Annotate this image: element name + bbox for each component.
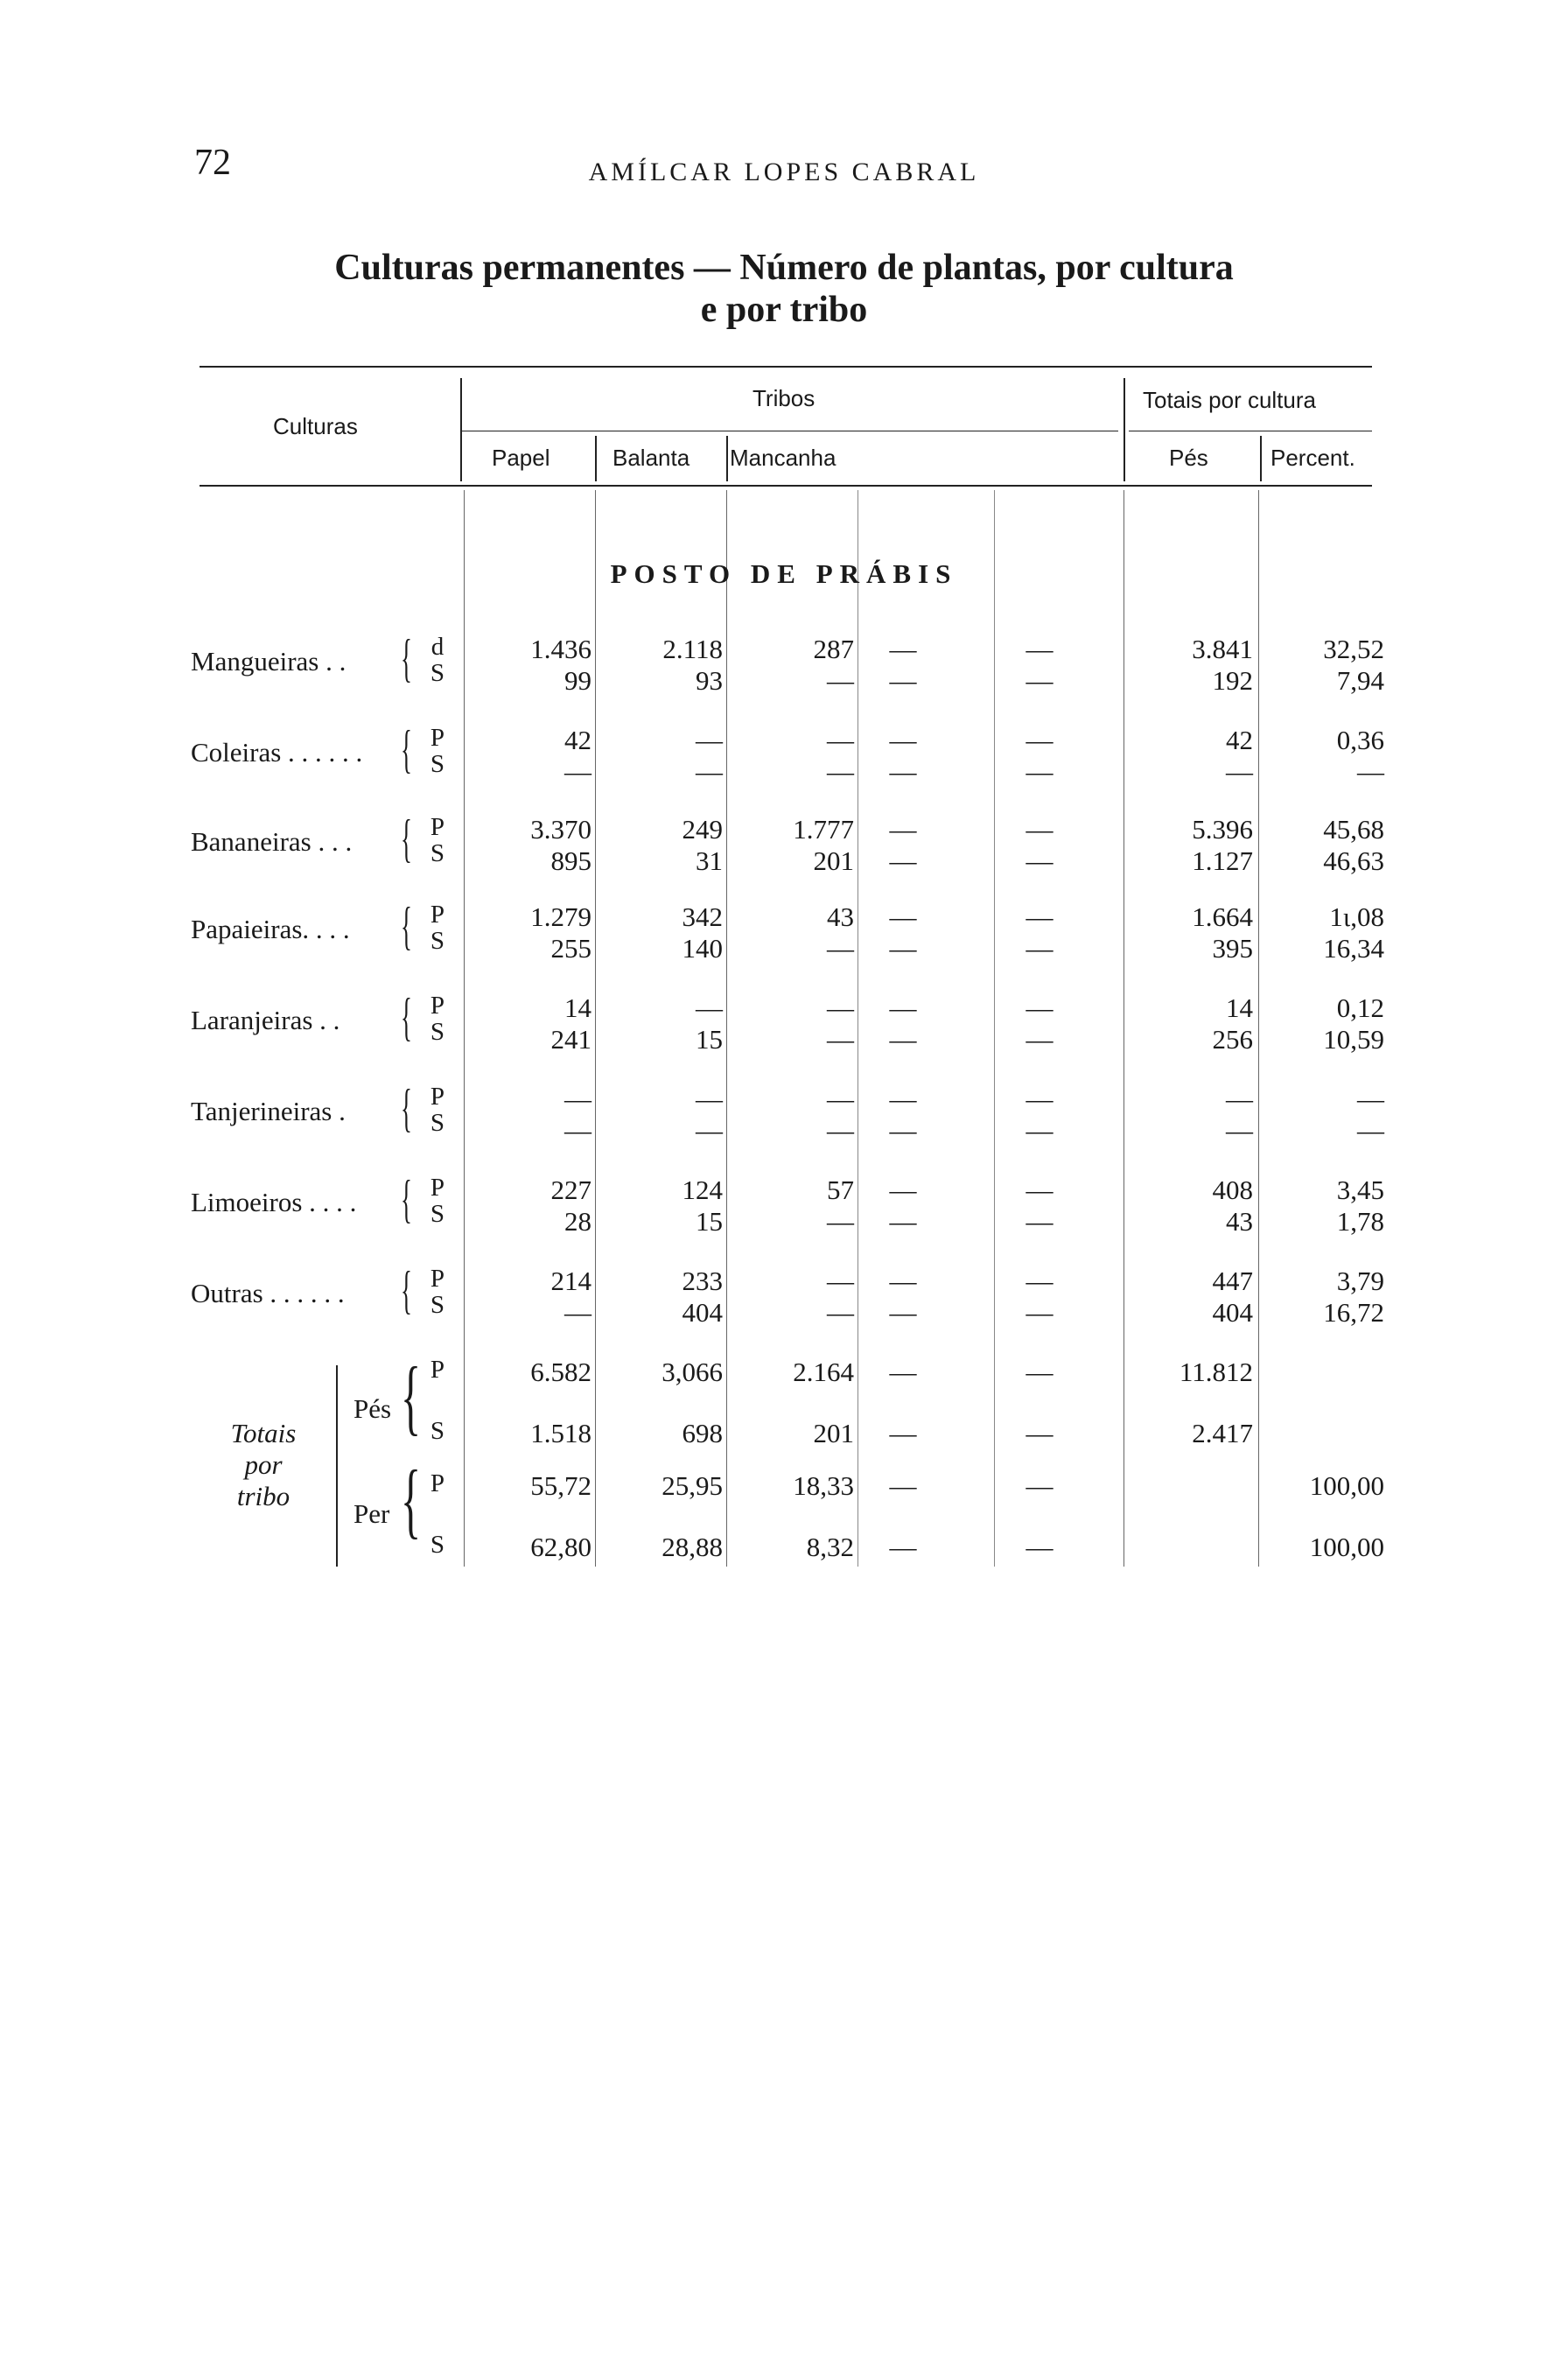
cell-pes: —	[1226, 1115, 1253, 1146]
cell-empty-1: —	[889, 1174, 917, 1205]
cell-balanta: 124	[682, 1174, 723, 1205]
header-divider-4	[726, 436, 728, 481]
totals-key: P	[430, 1356, 445, 1384]
cell-pct: 16,34	[1323, 933, 1384, 964]
totals-cell-papel: 62,80	[530, 1532, 592, 1562]
cell-empty-1: —	[889, 1206, 917, 1237]
cell-empty-1: —	[889, 725, 917, 755]
totals-label-3: tribo	[236, 1481, 290, 1511]
totals-cell-papel: 6.582	[530, 1357, 592, 1387]
header-percent: Percent.	[1270, 445, 1355, 471]
cell-pct: 3,79	[1336, 1266, 1384, 1296]
header-tribos: Tribos	[752, 385, 816, 411]
cell-papel: 1.436	[530, 634, 592, 664]
row-brace: {	[401, 1079, 412, 1137]
cell-pes: 447	[1212, 1266, 1253, 1296]
cell-empty-2: —	[1026, 1297, 1054, 1328]
totals-cell-pct: 100,00	[1309, 1470, 1384, 1501]
row-label: Outras . . . . . .	[191, 1278, 345, 1308]
header-pes: Pés	[1169, 445, 1208, 471]
cell-pct: 1ι,08	[1329, 901, 1384, 932]
cell-balanta: 31	[696, 845, 723, 876]
totals-empty-1: —	[889, 1470, 917, 1501]
cell-balanta: 233	[682, 1266, 723, 1296]
cell-empty-2: —	[1026, 756, 1054, 787]
cell-mancanha: —	[827, 1206, 854, 1237]
cell-pes: 42	[1226, 725, 1253, 755]
row-label: Mangueiras . .	[191, 646, 346, 677]
cell-papel: 214	[550, 1266, 592, 1296]
header-divider-3	[595, 436, 597, 481]
cell-balanta: 342	[682, 901, 723, 932]
cell-papel: 227	[550, 1174, 592, 1205]
cell-pct: 0,36	[1336, 725, 1384, 755]
cell-pct: 16,72	[1323, 1297, 1384, 1328]
row-brace: {	[401, 1170, 412, 1228]
row-key-k2: S	[430, 927, 445, 955]
cell-pes: 395	[1212, 933, 1253, 964]
cell-mancanha: 57	[827, 1174, 854, 1205]
row-key-k1: P	[430, 1265, 445, 1293]
row-brace: {	[401, 988, 412, 1046]
totals-empty-1: —	[889, 1357, 917, 1387]
cell-pes: 404	[1212, 1297, 1253, 1328]
cell-pes: —	[1226, 756, 1253, 787]
cell-mancanha: —	[827, 1297, 854, 1328]
cell-balanta: 93	[696, 665, 723, 696]
cell-pes: 3.841	[1192, 634, 1253, 664]
cell-papel: —	[564, 756, 592, 787]
totals-cell-balanta: 3,066	[662, 1357, 723, 1387]
totals-cell-pes: 2.417	[1192, 1418, 1253, 1448]
cell-mancanha: —	[827, 1024, 854, 1055]
table-title	[0, 247, 1568, 331]
cell-mancanha: —	[827, 665, 854, 696]
cell-papel: 241	[550, 1024, 592, 1055]
cell-pct: 7,94	[1336, 665, 1384, 696]
col-rule-empty-2	[994, 490, 995, 1567]
cell-pes: 1.664	[1192, 901, 1253, 932]
cell-balanta: 249	[682, 814, 723, 845]
title-line-1: Culturas permanentes — Número de plantas, por cultura	[334, 248, 1234, 288]
cell-empty-1: —	[889, 992, 917, 1023]
cell-pct: 1,78	[1336, 1206, 1384, 1237]
cell-papel: 3.370	[530, 814, 592, 845]
totals-per-brace: {	[401, 1453, 422, 1546]
cell-pes: 43	[1226, 1206, 1253, 1237]
cell-papel: 255	[550, 933, 592, 964]
cell-empty-2: —	[1026, 814, 1054, 845]
row-key-k1: P	[430, 813, 445, 841]
row-label: Limoeiros . . . .	[191, 1187, 357, 1217]
cell-pct: —	[1357, 756, 1384, 787]
cell-mancanha: —	[827, 756, 854, 787]
row-label: Laranjeiras . .	[191, 1005, 340, 1035]
cell-mancanha: 43	[827, 901, 854, 932]
title-line-2: e por tribo	[700, 290, 868, 330]
cell-pes: 5.396	[1192, 814, 1253, 845]
cell-balanta: 15	[696, 1024, 723, 1055]
cell-balanta: 404	[682, 1297, 723, 1328]
cell-mancanha: 1.777	[793, 814, 854, 845]
cell-empty-2: —	[1026, 665, 1054, 696]
row-brace: {	[401, 720, 412, 778]
running-head: AMÍLCAR LOPES CABRAL	[588, 158, 980, 186]
totals-pes-label: Pés	[354, 1393, 392, 1424]
cell-empty-1: —	[889, 933, 917, 964]
cell-empty-2: —	[1026, 901, 1054, 932]
totals-key: S	[430, 1417, 445, 1445]
cell-empty-1: —	[889, 1115, 917, 1146]
totals-cell-pes: 11.812	[1179, 1357, 1253, 1387]
cell-pes: —	[1226, 1083, 1253, 1114]
cell-pct: 46,63	[1323, 845, 1384, 876]
cell-empty-2: —	[1026, 845, 1054, 876]
cell-mancanha: —	[827, 725, 854, 755]
cell-empty-2: —	[1026, 933, 1054, 964]
cell-mancanha: —	[827, 992, 854, 1023]
header-bottom-rule	[200, 485, 1372, 487]
cell-balanta: —	[696, 1115, 723, 1146]
cell-papel: 895	[550, 845, 592, 876]
cell-empty-2: —	[1026, 1024, 1054, 1055]
cell-pes: 256	[1212, 1024, 1253, 1055]
row-key-k1: P	[430, 724, 445, 752]
cell-papel: 42	[564, 725, 592, 755]
row-key-k2: S	[430, 1018, 445, 1046]
row-key-k2: S	[430, 839, 445, 867]
totals-empty-1: —	[889, 1532, 917, 1562]
cell-pct: 3,45	[1336, 1174, 1384, 1205]
cell-empty-1: —	[889, 845, 917, 876]
cell-empty-2: —	[1026, 992, 1054, 1023]
cell-balanta: —	[696, 756, 723, 787]
cell-empty-1: —	[889, 1266, 917, 1296]
cell-papel: 28	[564, 1206, 592, 1237]
cell-empty-1: —	[889, 1083, 917, 1114]
totals-cell-balanta: 28,88	[662, 1532, 723, 1562]
row-key-k2: S	[430, 1200, 445, 1228]
cell-papel: —	[564, 1083, 592, 1114]
col-rule-mancanha	[726, 490, 727, 1567]
cell-balanta: 140	[682, 933, 723, 964]
totals-cell-balanta: 25,95	[662, 1470, 723, 1501]
cell-empty-1: —	[889, 634, 917, 664]
row-label: Papaieiras. . . .	[191, 914, 350, 944]
header-divider-1	[460, 378, 462, 481]
cell-balanta: 15	[696, 1206, 723, 1237]
totals-pes-brace: {	[401, 1350, 422, 1443]
row-key-k2: S	[430, 659, 445, 687]
totals-label-2: por	[244, 1449, 283, 1480]
header-divider-5	[1260, 436, 1262, 481]
row-brace: {	[401, 897, 412, 955]
header-mancanha: Mancanha	[730, 445, 836, 471]
cell-pes: 408	[1212, 1174, 1253, 1205]
col-rule-pes	[1258, 490, 1259, 1567]
header-culturas: Culturas	[273, 413, 358, 439]
cell-empty-1: —	[889, 756, 917, 787]
cell-empty-1: —	[889, 1297, 917, 1328]
page-number: 72	[194, 143, 231, 183]
cell-empty-1: —	[889, 665, 917, 696]
totals-cell-mancanha: 2.164	[793, 1357, 854, 1387]
totals-key: P	[430, 1469, 445, 1497]
header-divider-2	[1124, 378, 1125, 481]
cell-empty-1: —	[889, 814, 917, 845]
header-papel: Papel	[492, 445, 550, 471]
cell-pes: 14	[1226, 992, 1253, 1023]
totals-cell-mancanha: 8,32	[806, 1532, 854, 1562]
totals-empty-2: —	[1026, 1532, 1054, 1562]
totals-cell-papel: 55,72	[530, 1470, 592, 1501]
row-key-k1: d	[430, 633, 444, 661]
totals-per-label: Per	[354, 1498, 390, 1529]
header-totais: Totais por cultura	[1143, 387, 1316, 413]
row-key-k1: P	[430, 1083, 445, 1111]
totals-cell-mancanha: 18,33	[793, 1470, 854, 1501]
cell-mancanha: —	[827, 1266, 854, 1296]
cell-empty-2: —	[1026, 634, 1054, 664]
header-top-rule	[200, 366, 1372, 368]
cell-empty-2: —	[1026, 1206, 1054, 1237]
cell-papel: 14	[564, 992, 592, 1023]
cell-mancanha: 201	[813, 845, 854, 876]
row-brace: {	[401, 629, 412, 687]
section-heading: POSTO DE PRÁBIS	[610, 558, 958, 589]
totals-cell-balanta: 698	[682, 1418, 723, 1448]
cell-mancanha: —	[827, 933, 854, 964]
row-key-k2: S	[430, 750, 445, 778]
totals-empty-1: —	[889, 1418, 917, 1448]
cell-balanta: —	[696, 992, 723, 1023]
cell-mancanha: —	[827, 1115, 854, 1146]
cell-pct: —	[1357, 1083, 1384, 1114]
row-label: Bananeiras . . .	[191, 826, 353, 857]
cell-balanta: —	[696, 1083, 723, 1114]
cell-empty-2: —	[1026, 1266, 1054, 1296]
cell-papel: —	[564, 1297, 592, 1328]
totals-cell-mancanha: 201	[813, 1418, 854, 1448]
cell-empty-1: —	[889, 1024, 917, 1055]
row-key-k2: S	[430, 1109, 445, 1137]
row-brace: {	[401, 1261, 412, 1319]
cell-balanta: 2.118	[662, 634, 723, 664]
cell-papel: 1.279	[530, 901, 592, 932]
cell-papel: —	[564, 1115, 592, 1146]
totals-cell-pct: 100,00	[1309, 1532, 1384, 1562]
cell-mancanha: —	[827, 1083, 854, 1114]
cell-balanta: —	[696, 725, 723, 755]
row-brace: {	[401, 810, 412, 867]
cell-pct: 45,68	[1323, 814, 1384, 845]
cell-empty-2: —	[1026, 1174, 1054, 1205]
cell-pct: 32,52	[1323, 634, 1384, 664]
row-key-k1: P	[430, 901, 445, 929]
cell-empty-1: —	[889, 901, 917, 932]
cell-empty-2: —	[1026, 725, 1054, 755]
cell-pct: 0,12	[1336, 992, 1384, 1023]
totals-label-1: Totais	[230, 1418, 297, 1448]
cell-pes: 1.127	[1192, 845, 1253, 876]
row-key-k2: S	[430, 1291, 445, 1319]
cell-empty-2: —	[1026, 1083, 1054, 1114]
cell-papel: 99	[564, 665, 592, 696]
col-rule-balanta	[595, 490, 596, 1567]
totals-empty-2: —	[1026, 1418, 1054, 1448]
cell-pct: 10,59	[1323, 1024, 1384, 1055]
totals-empty-2: —	[1026, 1470, 1054, 1501]
row-key-k1: P	[430, 992, 445, 1020]
totals-cell-papel: 1.518	[530, 1418, 592, 1448]
cell-pct: —	[1357, 1115, 1384, 1146]
totals-empty-2: —	[1026, 1357, 1054, 1387]
totals-bracket-line	[336, 1365, 338, 1567]
cell-empty-2: —	[1026, 1115, 1054, 1146]
col-rule-papel	[464, 490, 465, 1567]
cell-pes: 192	[1212, 665, 1253, 696]
row-key-k1: P	[430, 1174, 445, 1202]
totals-key: S	[430, 1531, 445, 1559]
header-balanta: Balanta	[612, 445, 690, 471]
cell-mancanha: 287	[813, 634, 854, 664]
row-label: Tanjerineiras .	[191, 1096, 346, 1126]
row-label: Coleiras . . . . . .	[191, 737, 363, 768]
